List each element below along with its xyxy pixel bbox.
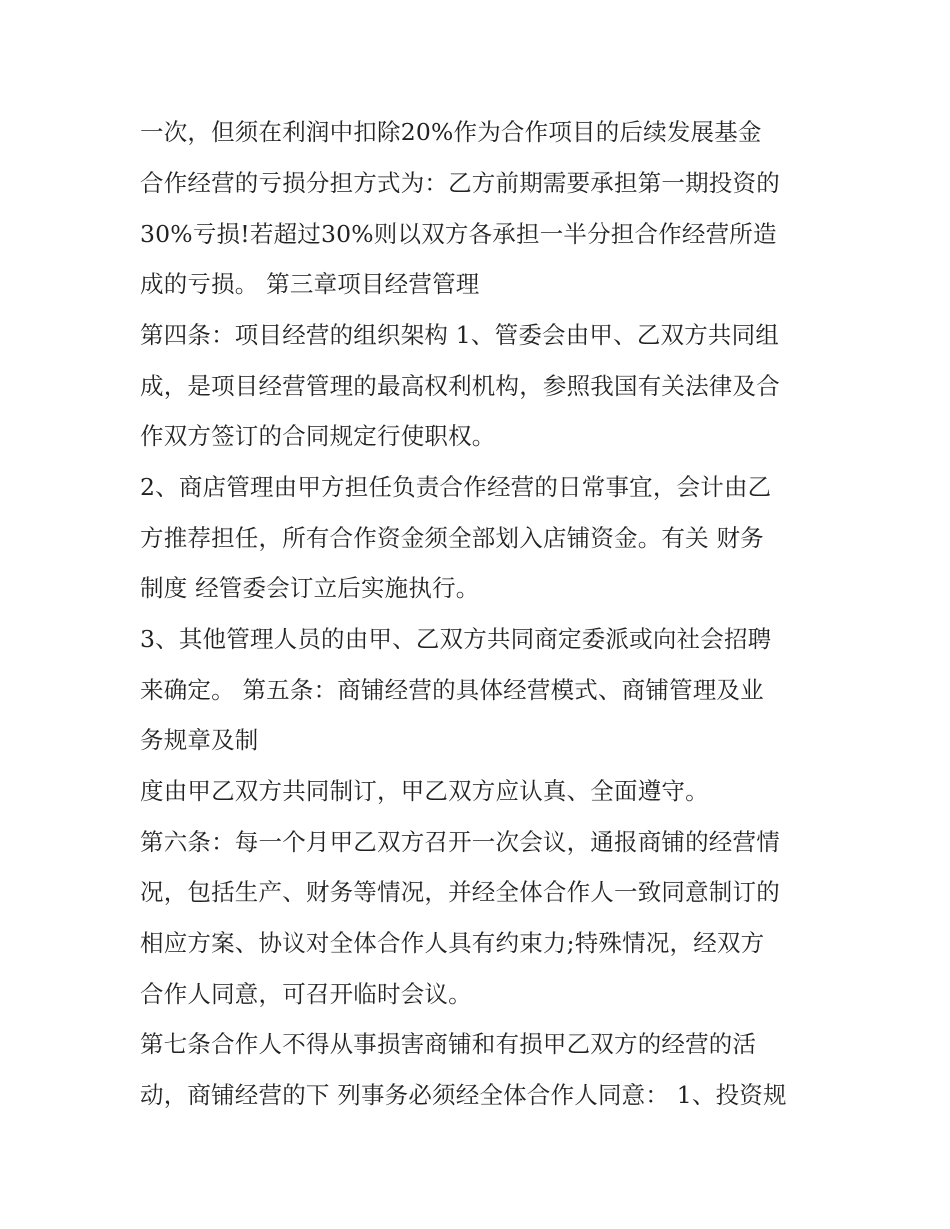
text-line: 2、商店管理由甲方担任负责合作经营的日常事宜，会计由乙 — [140, 473, 772, 501]
text-line: 来确定。 第五条：商铺经营的具体经营模式、商铺管理及业 — [140, 676, 764, 704]
text-line: 成的亏损。 第三章项目经营管理 — [140, 270, 480, 298]
text-line: 作双方签订的合同规定行使职权。 — [140, 422, 496, 450]
text-line: 成，是项目经营管理的最高权利机构，参照我国有关法律及合 — [140, 372, 780, 400]
text-line: 第四条：项目经营的组织架构 1、管委会由甲、乙双方共同组 — [140, 321, 780, 349]
text-line: 务规章及制 — [140, 726, 259, 754]
text-line: 况，包括生产、财务等情况，并经全体合作人一致同意制订的 — [140, 878, 780, 906]
text-line: 方推荐担任，所有合作资金须全部划入店铺资金。有关 财务 — [140, 524, 764, 552]
text-line: 第七条合作人不得从事损害商铺和有损甲乙双方的经营的活 — [140, 1030, 757, 1058]
text-line: 合作经营的亏损分担方式为：乙方前期需要承担第一期投资的 — [140, 169, 780, 197]
text-line: 第六条：每一个月甲乙双方召开一次会议，通报商铺的经营情 — [140, 828, 780, 856]
text-line: 相应方案、协议对全体合作人具有约束力;特殊情况，经双方 — [140, 929, 765, 957]
text-line: 动，商铺经营的下 列事务必须经全体合作人同意： 1、投资规 — [140, 1081, 787, 1109]
text-line: 30%亏损!若超过30%则以双方各承担一半分担合作经营所造 — [140, 220, 777, 248]
text-line: 一次，但须在利润中扣除20%作为合作项目的后续发展基金 — [140, 118, 762, 146]
text-line: 制度 经管委会订立后实施执行。 — [140, 574, 480, 602]
text-line: 3、其他管理人员的由甲、乙双方共同商定委派或向社会招聘 — [140, 625, 772, 653]
text-line: 合作人同意，可召开临时会议。 — [140, 980, 472, 1008]
text-line: 度由甲乙双方共同制订，甲乙双方应认真、全面遵守。 — [140, 777, 709, 805]
